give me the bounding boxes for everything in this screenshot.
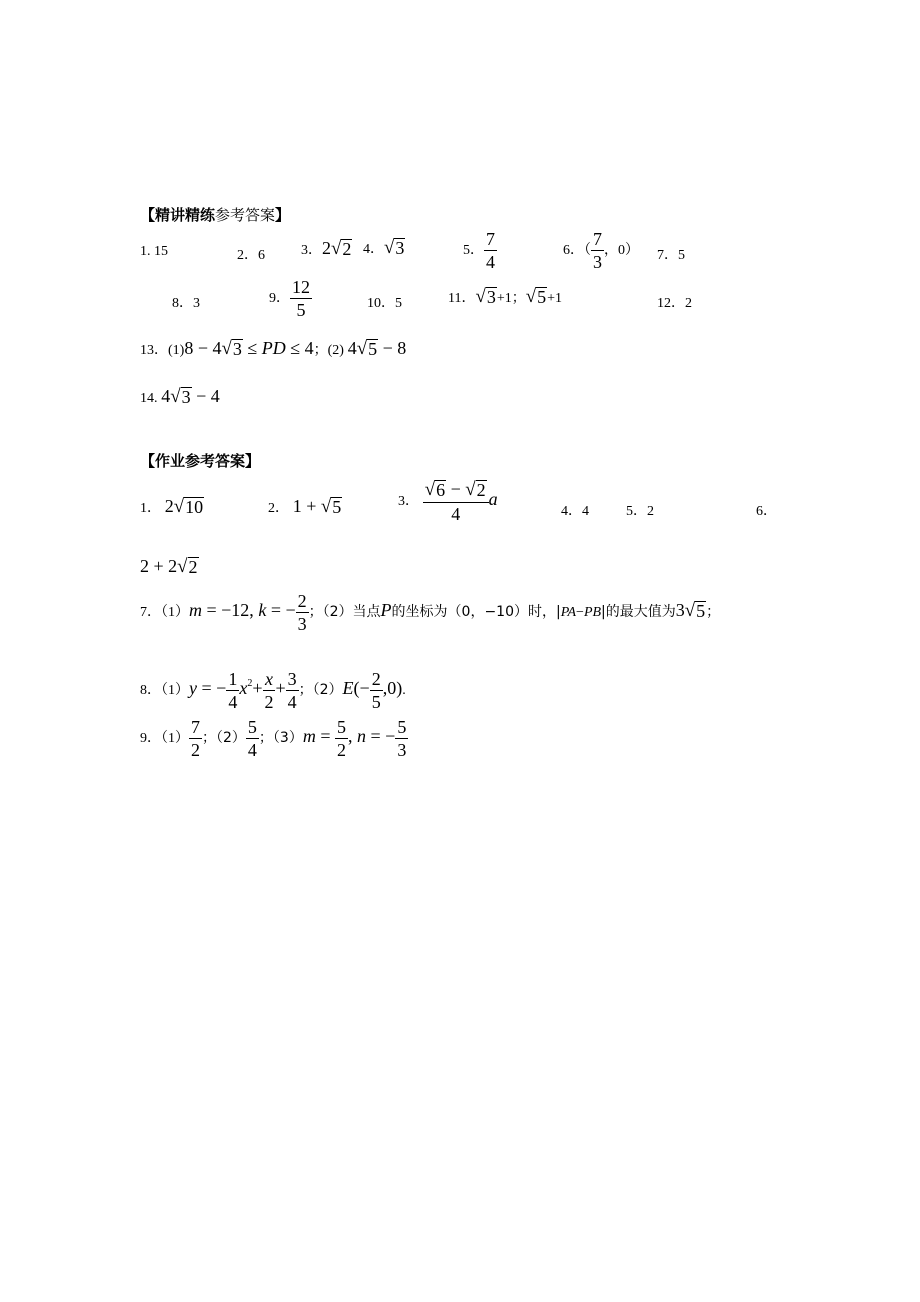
homework-2: 2． 1 + √ 5 [268,496,342,518]
homework-7: 7．（1）m = −12, k = − $\frac{2}{3}$ ；（2）当点P的坐标为（0，−10）时，|PA−PB|的最大值为3 √ 5 ； [140,591,721,634]
answer-10: 10．5 [367,296,402,311]
answer-11: 11． √ 3 +1； √ 5 +1 [448,286,563,308]
answer-6: 6．（ $\frac{7}{3}$ ，0） [563,229,639,272]
homework-1: 1． 2 √ 10 [140,496,204,518]
answer-3: 3．2 √ 2 [301,238,352,260]
homework-5: 5．2 [626,504,654,519]
answer-13: 13．(1)8 − 4 √ 3 ≤ PD ≤ 4；(2) 4 √ 5 − 8 [140,338,407,360]
answer-7: 7．5 [657,248,685,263]
homework-8: 8．（1）y = − $\frac{1}{4}$ $x^2+$ $\frac{x}{2}$ + $\frac{3}{4}$ ；（2）E(− $\frac{2}{5}$ ,0). [140,669,406,712]
answer-14: 14. 4 √ 3 − 4 [140,386,220,408]
answer-8: 8．3 [172,296,200,311]
section2-title: 【作业参考答案】 [140,452,261,470]
homework-4: 4．4 [561,504,589,519]
homework-9: 9．（1） $\frac{7}{2}$ ；（2） $\frac{5}{4}$ ；（3）m = $\frac{5}{2}$ , n = − $\frac{5}{3}$ [140,717,407,760]
answer-12: 12．2 [657,296,692,311]
answer-9: 9． $\frac{12}{5}$ [269,277,310,320]
homework-6: 2 + 2 √ 2 [140,556,198,578]
answer-4: 4． √ 3 [363,237,405,259]
answer-5: 5． $\frac{7}{4}$ [463,229,495,272]
homework-3: 3． √ 6 − √ 2 4 a [398,479,498,524]
answer-2: 2．6 [237,248,265,263]
homework-6-label: 6． [756,504,777,519]
section1-title: 【精讲精练参考答案】 [140,206,291,224]
answer-1: 1. 15 [140,244,168,259]
